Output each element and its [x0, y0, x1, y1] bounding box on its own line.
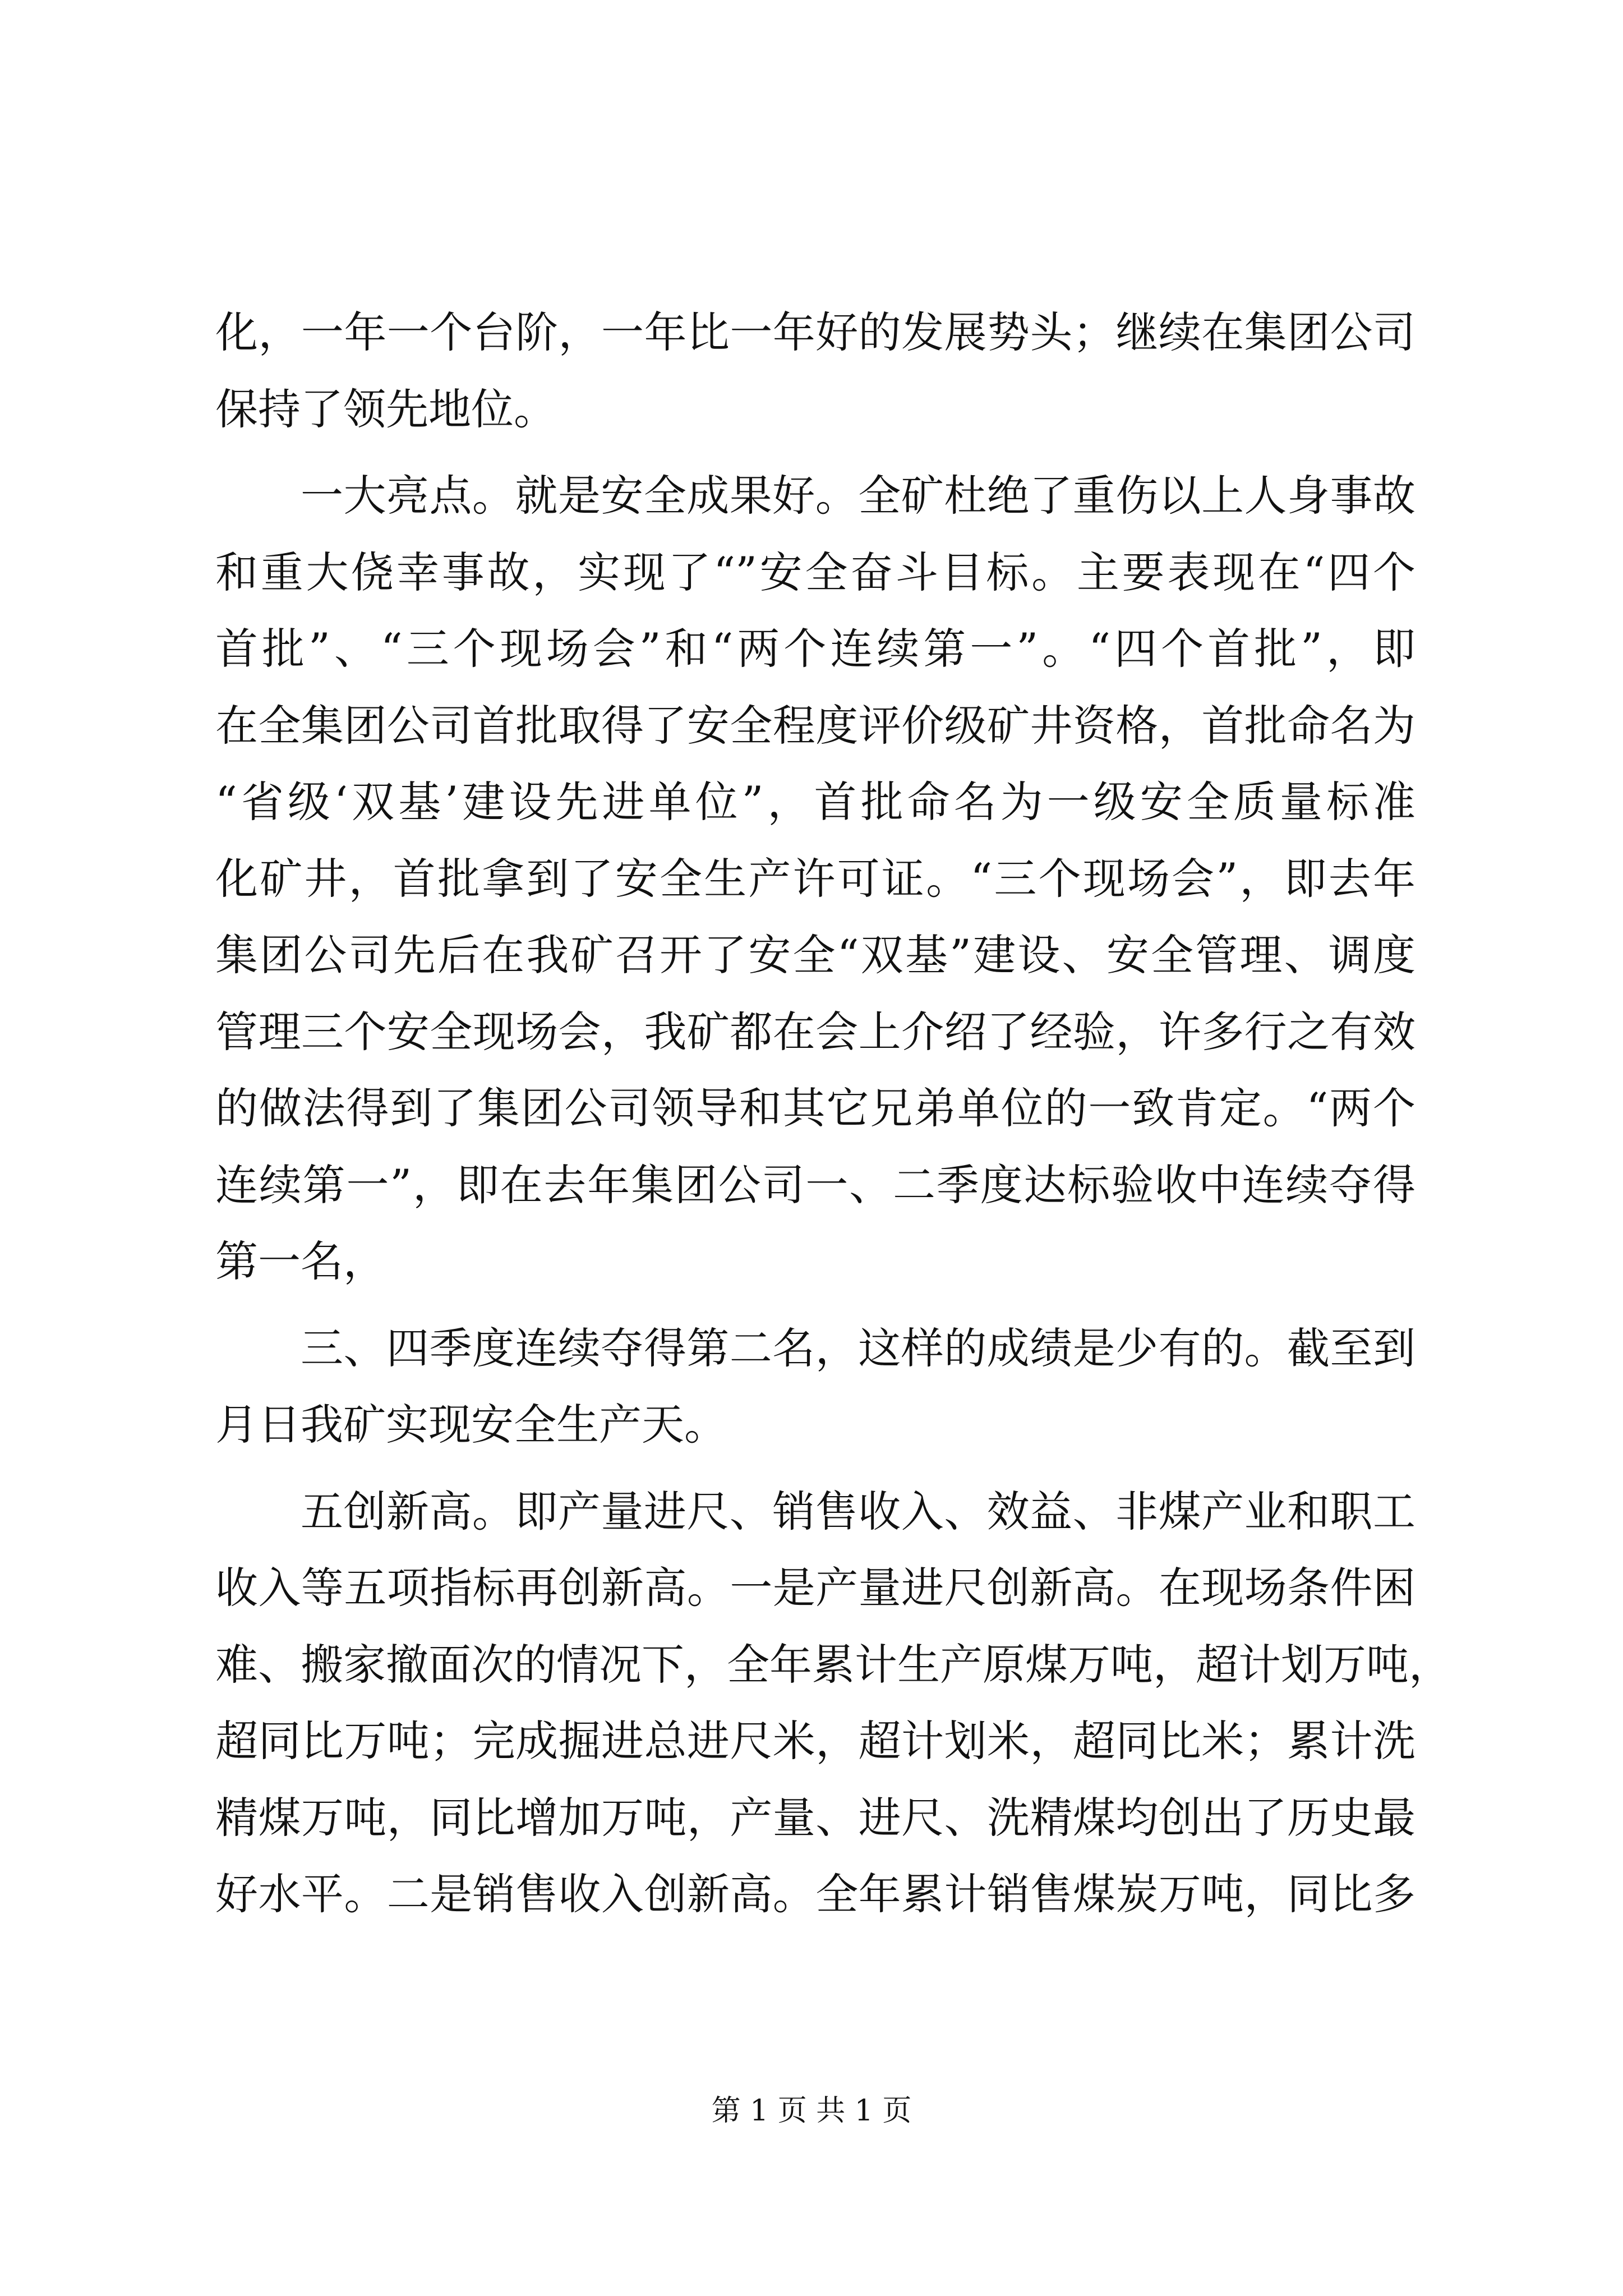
text-line: 首批”、“三个现场会”和“两个连续第一”。“四个首批”，即 [215, 624, 1415, 674]
text-line: 和重大侥幸事故，实现了“”安全奋斗目标。主要表现在“四个 [215, 547, 1415, 597]
text-line: 连续第一”，即在去年集团公司一、二季度达标验收中连续夺得 [215, 1159, 1415, 1210]
text-line: 五创新高。即产量进尺、销售收入、效益、非煤产业和职工 [301, 1486, 1415, 1536]
text-line: 收入等五项指标再创新高。一是产量进尺创新高。在现场条件困 [215, 1563, 1415, 1613]
page-footer: 第 1 页 共 1 页 [711, 2094, 912, 2128]
body-text [215, 295, 1451, 1933]
text-line: 在全集团公司首批取得了安全程度评价级矿井资格，首批命名为 [215, 700, 1415, 751]
text-line: 难、搬家撤面次的情况下，全年累计生产原煤万吨，超计划万吨， [215, 1639, 1451, 1690]
text-line: 管理三个安全现场会，我矿都在会上介绍了经验，许多行之有效 [215, 1006, 1415, 1057]
text-line: 化矿井，首批拿到了安全生产许可证。“三个现场会”，即去年 [215, 853, 1415, 904]
text-line: 好水平。二是销售收入创新高。全年累计销售煤炭万吨，同比多 [215, 1869, 1415, 1919]
text-line: 第一名， [215, 1236, 386, 1286]
text-line: 超同比万吨；完成掘进总进尺米，超计划米，超同比米；累计洗 [215, 1716, 1415, 1766]
text-line: 三、四季度连续夺得第二名，这样的成绩是少有的。截至到 [301, 1323, 1415, 1373]
text-line: 化，一年一个台阶，一年比一年好的发展势头；继续在集团公司 [215, 307, 1415, 357]
text-line: 的做法得到了集团公司领导和其它兄弟单位的一致肯定。“两个 [215, 1083, 1415, 1133]
text-line: 月日我矿实现安全生产天。 [215, 1400, 727, 1450]
text-line: 集团公司先后在我矿召开了安全“双基”建设、安全管理、调度 [215, 930, 1415, 980]
text-line: 一大亮点。就是安全成果好。全矿杜绝了重伤以上人身事故 [301, 471, 1415, 521]
text-line: 保持了领先地位。 [215, 384, 556, 434]
text-line: “省级‘双基’建设先进单位”，首批命名为一级安全质量标准 [215, 777, 1415, 827]
text-line: 精煤万吨，同比增加万吨，产量、进尺、洗精煤均创出了历史最 [215, 1792, 1415, 1843]
